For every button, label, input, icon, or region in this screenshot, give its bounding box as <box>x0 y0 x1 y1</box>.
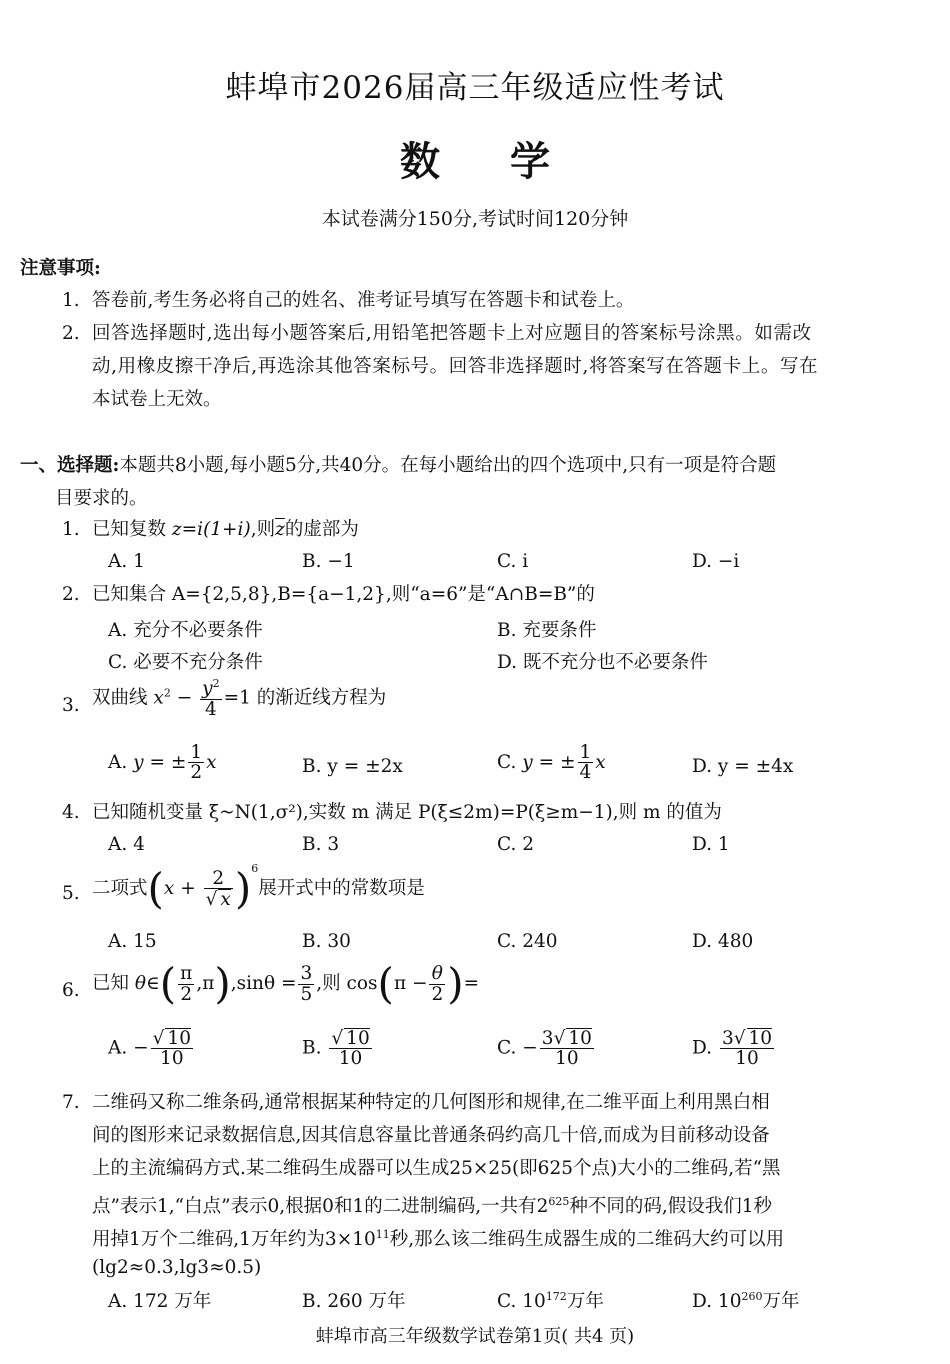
q3-option-d: D. y = ±4x <box>692 756 794 777</box>
q6-a-rad: 10 <box>167 1028 191 1049</box>
q1-post: ,则 <box>250 519 276 540</box>
q6-d-den: 10 <box>735 1048 759 1070</box>
q7-c-sup: 172 <box>545 1289 567 1303</box>
q6-a-label: A. <box>108 1037 128 1059</box>
q2-num: 2. <box>62 584 80 605</box>
q6-option-a: A. − $\frac{√ 10}{10}$ <box>108 1028 191 1070</box>
q6-b-rad: 10 <box>346 1028 370 1049</box>
q5-frac-num: 2 <box>204 869 233 889</box>
subject-title: 数学 <box>400 138 620 185</box>
q6-theta-den: 2 <box>431 983 444 1005</box>
q3-stem: 双曲线 $x^2$ − $\frac{y^2}{4}$ =1 的渐近线方程为 <box>92 677 387 720</box>
q7-num: 7. <box>62 1092 80 1113</box>
q6-option-c: C. − $\frac{3√ 10}{10}$ <box>497 1028 592 1070</box>
q7-line-2: 间的图形来记录数据信息,因其信息容量比普通条码约高几十倍,而成为目前移动设备 <box>92 1125 770 1146</box>
q3-pre: 双曲线 <box>92 687 148 709</box>
q4-num: 4. <box>62 802 80 823</box>
q6-pre: 已知 <box>92 973 130 994</box>
q7-option-c <box>497 1287 604 1313</box>
q3-a-label: A. <box>108 751 128 773</box>
q1-num: 1. <box>62 519 80 540</box>
q5-num: 5. <box>62 883 80 904</box>
q6-pi2: π − <box>393 973 428 994</box>
q6-a-den: 10 <box>160 1048 184 1070</box>
q3-post: 的渐近线方程为 <box>256 687 387 709</box>
q4-option-d: D. 1 <box>692 834 730 855</box>
q7-line-6: (lg2≈0.3,lg3≈0.5) <box>92 1257 262 1278</box>
q6-sin: ,sinθ = <box>230 973 297 994</box>
q3-a-pre: y = ± <box>133 751 187 773</box>
q2-option-b: B. 充要条件 <box>497 620 597 641</box>
q6-pi-den: 2 <box>180 983 193 1005</box>
q6-sin-den: 5 <box>300 983 313 1005</box>
q3-option-c <box>497 743 606 783</box>
note-2-line-3: 本试卷上无效。 <box>92 389 222 410</box>
q3-option-b: B. y = ±2x <box>302 756 403 777</box>
note-1-text: 答卷前,考生务必将自己的姓名、准考证号填写在答题卡和试卷上。 <box>92 290 635 311</box>
q6-pi: ,π <box>196 973 215 994</box>
q7-line-5-post: 秒,那么该二维码生成器生成的二维码大约可以用 <box>389 1229 785 1251</box>
q5-option-b: B. 30 <box>302 931 351 952</box>
q1-option-a: A. 1 <box>108 551 145 572</box>
q6-theta-num: θ <box>431 963 443 985</box>
q3-c-num: 1 <box>579 742 592 763</box>
q7-c-pre: C. 10 <box>497 1291 546 1312</box>
q7-d-post: 万年 <box>762 1291 800 1312</box>
q6-b-label: B. <box>302 1037 322 1059</box>
q2-option-d: D. 既不充分也不必要条件 <box>497 652 708 673</box>
q7-line-4-post: 种不同的码,假设我们1秒 <box>569 1196 773 1218</box>
q3-fraction: $\frac{y^2}{4}$ <box>202 677 220 720</box>
q6-theta-in: θ∈ <box>134 973 160 994</box>
note-2-line-2: 动,用橡皮擦干净后,再选涂其他答案标号。回答非选择题时,将答案写在答题卡上。写在 <box>92 356 819 377</box>
page-footer: 蚌埠市高三年级数学试卷第1页( 共4 页) <box>315 1326 635 1347</box>
q7-option-a: A. 172 万年 <box>108 1291 212 1312</box>
q7-option-b: B. 260 万年 <box>302 1291 406 1312</box>
q3-num: 3. <box>62 695 80 716</box>
note-1-num: 1. <box>62 290 80 311</box>
q6-c-rad: 10 <box>568 1028 592 1049</box>
q7-line-5-sup: 11 <box>375 1228 390 1241</box>
q5-option-c: C. 240 <box>497 931 558 952</box>
q1-formula: z=i(1+i) <box>171 519 251 540</box>
q3-option-a <box>108 743 217 783</box>
note-2-line-1: 回答选择题时,选出每小题答案后,用铅笔把答题卡上对应题目的答案标号涂黑。如需改 <box>92 323 812 344</box>
q6-d-rad: 10 <box>748 1028 773 1049</box>
q3-x: x <box>153 687 164 709</box>
q1-option-d: D. −i <box>692 551 740 572</box>
q1-option-c: C. i <box>497 551 529 572</box>
q7-line-4-sup: 625 <box>548 1195 570 1208</box>
q4-stem: 已知随机变量 ξ~N(1,σ²),实数 m 满足 P(ξ≤2m)=P(ξ≥m−1),则 m 的值为 <box>92 802 722 823</box>
note-2-num: 2. <box>62 323 80 344</box>
q3-a-post: x <box>206 751 217 773</box>
q7-c-post: 万年 <box>566 1291 604 1312</box>
q6-option-d: D. $\frac{3√ 10}{10}$ <box>692 1028 773 1070</box>
q3-c-pre: y = ± <box>522 751 576 773</box>
q5-option-a: A. 15 <box>108 931 157 952</box>
q7-line-4-pre: 点”表示1,“白点”表示0,根据0和1的二进制编码,一共有2 <box>92 1196 549 1218</box>
exam-info: 本试卷满分150分,考试时间120分钟 <box>321 208 629 230</box>
q3-c-post: x <box>595 751 606 773</box>
q4-option-a: A. 4 <box>108 834 145 855</box>
q7-line-5-pre: 用掉1万个二维码,1万年约为3×10 <box>92 1229 376 1251</box>
q6-cos: cos <box>346 973 378 994</box>
q6-b-den: 10 <box>338 1048 363 1070</box>
q3-frac-num: y <box>202 678 213 700</box>
q2-option-a: A. 充分不必要条件 <box>108 620 263 641</box>
q6-c-den: 10 <box>555 1048 579 1070</box>
q3-eq: =1 <box>223 687 251 709</box>
section-1-desc: 本题共8小题,每小题5分,共40分。在每小题给出的四个选项中,只有一项是符合题 <box>119 455 777 476</box>
q5-exponent: 6 <box>251 862 259 875</box>
q5-stem: 二项式(x + $\frac{2}{√ x}$ )$^6$展开式中的常数项是 <box>92 862 425 913</box>
q4-option-c: C. 2 <box>497 834 535 855</box>
q6-num: 6. <box>62 980 80 1001</box>
q1-post2: 的虚部为 <box>284 519 359 540</box>
q2-stem: 已知集合 A={2,5,8},B={a−1,2},则“a=6”是“A∩B=B”的 <box>92 584 595 605</box>
q3-minus: − <box>176 687 193 709</box>
q6-c-coef: 3 <box>541 1028 554 1049</box>
q7-line-3: 上的主流编码方式.某二维码生成器可以生成25×25(即625个点)大小的二维码,若“黑 <box>92 1158 781 1179</box>
notes-heading: 注意事项: <box>20 258 101 279</box>
q1-stem <box>92 513 359 547</box>
q5-option-d: D. 480 <box>692 931 754 952</box>
q7-d-pre: D. 10 <box>692 1291 742 1312</box>
section-1-desc-2: 目要求的。 <box>55 488 148 509</box>
q3-c-den: 4 <box>579 762 592 784</box>
q6-d-label: D. <box>692 1037 713 1059</box>
q6-d-coef: 3 <box>721 1028 734 1049</box>
q5-post: 展开式中的常数项是 <box>258 878 425 899</box>
q7-option-d <box>692 1287 800 1313</box>
q4-option-b: B. 3 <box>302 834 340 855</box>
q3-a-den: 2 <box>190 762 203 784</box>
q7-d-sup: 260 <box>741 1289 763 1303</box>
q3-frac-den: 4 <box>204 698 217 720</box>
q1-option-b: B. −1 <box>302 551 355 572</box>
section-1-header <box>20 449 776 483</box>
q1-zbar: $\overline{z}$ <box>275 519 285 540</box>
q6-c-sign: − <box>522 1037 538 1059</box>
exam-title: 蚌埠市2026届高三年级适应性考试 <box>225 70 725 106</box>
q6-option-b: B. $\frac{√ 10}{10}$ <box>302 1028 370 1070</box>
q6-stem: 已知 θ∈( $\frac{\pi}{2}$ ,π),sinθ = $\frac{3}{5}$ ,则 cos(π − $\frac{\theta}{2}$ )= <box>92 959 480 1008</box>
q6-c-label: C. <box>497 1037 517 1059</box>
q6-a-sign: − <box>133 1037 149 1059</box>
q6-then: ,则 <box>316 973 341 994</box>
q5-frac-den: x <box>220 889 231 910</box>
q3-a-num: 1 <box>190 742 203 763</box>
q6-pi-num: π <box>180 963 193 985</box>
q7-line-1: 二维码又称二维条码,通常根据某种特定的几何图形和规律,在二维平面上利用黑白相 <box>92 1092 770 1113</box>
q3-c-label: C. <box>497 751 517 773</box>
q6-sin-num: 3 <box>300 963 313 985</box>
q5-x: x + <box>163 878 196 899</box>
q2-option-c: C. 必要不充分条件 <box>108 652 263 673</box>
section-1-heading: 一、选择题: <box>20 455 120 476</box>
q6-eq: = <box>463 973 480 994</box>
q5-pre: 二项式 <box>92 878 148 899</box>
q1-pre: 已知复数 <box>92 519 167 540</box>
